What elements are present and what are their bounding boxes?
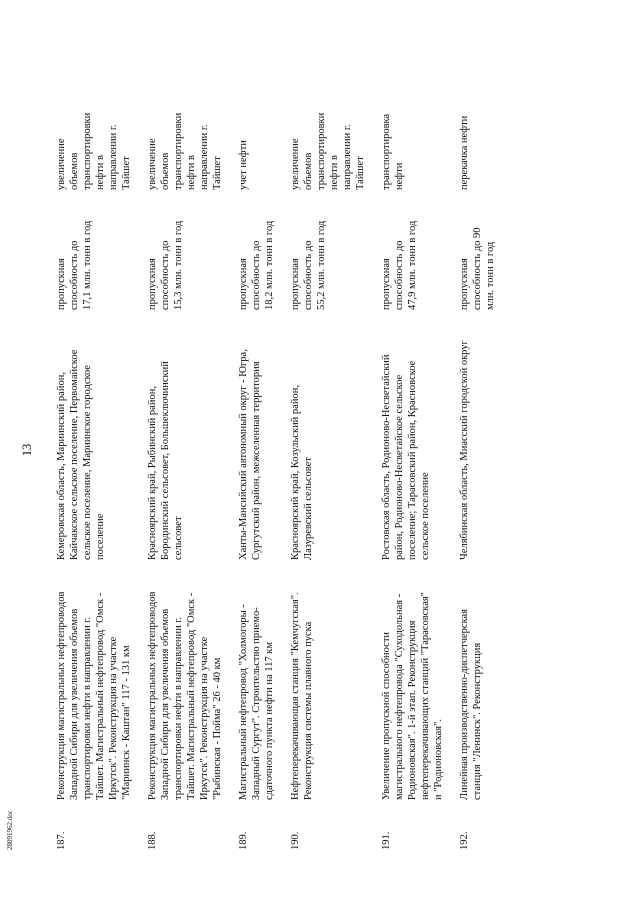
object-purpose: увеличение объемов транспортировки нефти в направлении г. Тайшет [147,112,224,190]
document-filename: 28091962.doc [6,810,14,850]
object-purpose: транспортировка нефти [381,113,406,190]
table-row [146,50,224,850]
object-location: Кемеровская область, Мариинский район, Кайчакское сельское поселение, Первомайское сельское поселение, Мариинское городское поселение [56,349,107,560]
table-row [458,50,497,850]
object-location: Челябинская область, Миасский городской округ [459,340,471,560]
object-purpose: увеличение объемов транспортировки нефти в направлении г. Тайшет [290,112,367,190]
table-row [380,50,445,850]
object-purpose: увеличение объемов транспортировки нефти в направлении г. Тайшет [56,112,133,190]
object-capacity: пропускная способность до 47,9 млн. тонн в год [381,220,419,310]
object-purpose: перекачка нефти [459,115,471,190]
object-location: Ханты-Мансийский автономный округ - Югра, Сургутский район, межселенная территория [238,349,263,560]
object-capacity: пропускная способность до 15,3 млн. тонн в год [147,220,185,310]
object-description: Линейная производственно-диспетчерская станция "Ленинск". Реконструкция [459,609,484,800]
row-number: 191. [381,831,393,850]
object-capacity: пропускная способность до 17,1 млн. тонн в год [56,220,94,310]
table-row [237,50,276,850]
object-location: Ростовская область, Родионово-Несветайский район, Родионово-Несветайское сельское поселение; Тарасовский район, Красновское сельское поселение [381,354,432,560]
object-description: Реконструкция магистральных нефтепроводов Западной Сибири для увеличения объемов транспортировки нефти в направлении г. Тайшет. Магистральный нефтепровод "Омск - Иркутск". Реконструкция на участке "Рыбинская - Пойма" 26 - 40 км [147,591,224,800]
row-number: 192. [459,831,471,850]
object-description: Магистральный нефтепровод "Холмогоры - Западный Сургут". Строительство приемо-сдаточного пункта нефти на 117 км [238,604,276,800]
object-purpose: учет нефти [238,140,250,190]
object-location: Красноярский край, Козульский район, Лазуревский сельсовет [290,385,315,560]
object-description: Увеличение пропускной способности магистрального нефтепровода "Суходольная - Родионовская". 1-й этап. Реконструкция нефтеперекачивающих станций "Тарасовская" и "Родионовская". [381,592,445,800]
objects-table [55,50,510,850]
row-number: 190. [290,831,302,850]
rotated-page [20,50,585,850]
object-capacity: пропускная способность до 55,2 млн. тонн в год [290,220,328,310]
row-number: 189. [238,831,250,850]
row-number: 188. [147,831,159,850]
object-description: Реконструкция магистральных нефтепроводов Западной Сибири для увеличения объемов транспортировки нефти в направлении г. Тайшет. Магистральный нефтепровод "Омск - Иркутск". Реконструкция на участке "Мариинск - Каштан" 117 - 131 км [56,591,133,800]
table-row [55,50,133,850]
object-location: Красноярский край, Рыбинский район, Бородинский сельсовет, Большеключинский сельсовет [147,361,185,560]
object-description: Нефтеперекачивающая станция "Кемчугская". Реконструкция системы плавного пуска [290,592,315,800]
row-number: 187. [56,831,67,850]
page-number: 13 [20,443,34,457]
object-capacity: пропускная способность до 90 млн. тонн в год [459,227,497,310]
object-capacity: пропускная способность до 18,2 млн. тонн в год [238,220,276,310]
table-row [289,50,367,850]
